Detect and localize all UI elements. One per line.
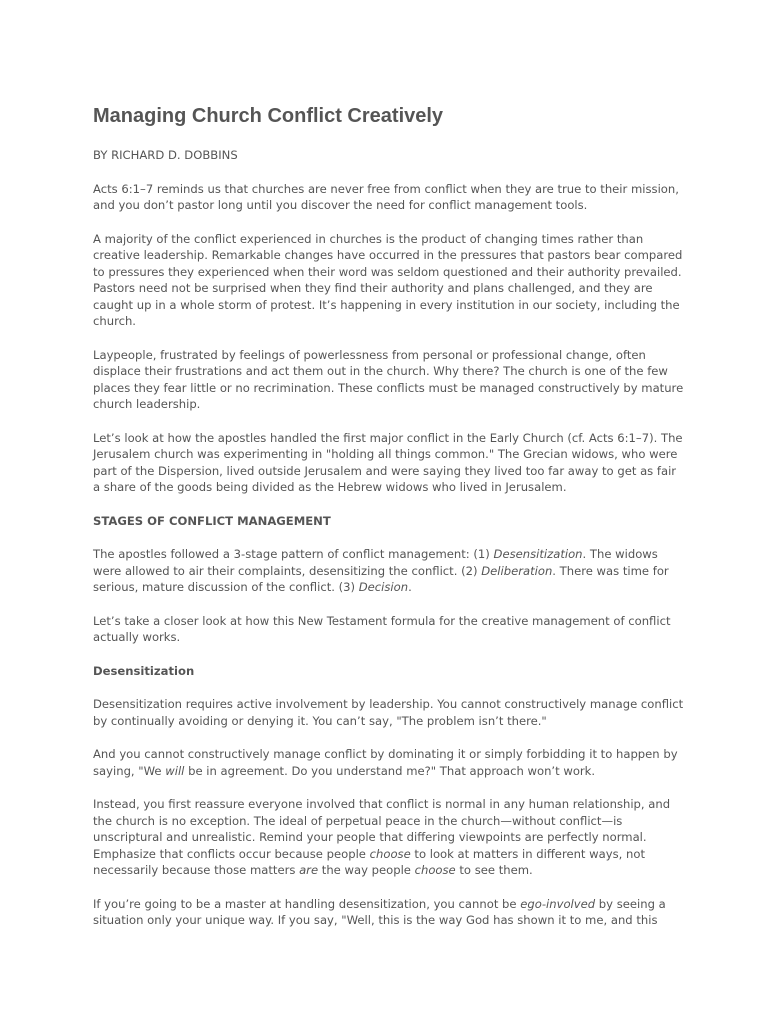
text-run: the way people [318,863,415,877]
paragraph-4: Let’s look at how the apostles handled the first major conflict in the Early Church (cf. Acts 6:1–7). The Jerusalem church was experimenting in "holding all things common." The Grecian widows, who were part of the Dispersion, lived outside Jerusalem and were saying they lived too far away to get as fair a share of the goods being divided as the Hebrew widows who lived in Jerusalem. [93,430,683,494]
italic-term: choose [369,846,411,861]
author-byline: BY RICHARD D. DOBBINS [93,148,238,162]
paragraph-3: Laypeople, frustrated by feelings of powerlessness from personal or professional change, often displace their frustrations and act them out in the church. Why there? The church is one of the few places they fear little or no recrimination. These conflicts must be managed constructively by mature church leadership. [93,347,684,411]
article-title: Managing Church Conflict Creatively [93,105,444,127]
text-run: to see them. [455,863,533,877]
paragraph-6: Let’s take a closer look at how this New Testament formula for the creative management of conflict actually works. [93,613,671,644]
paragraph-8 [93,746,685,779]
text-run: . There was time for serious, mature discussion of the conflict. (3) [93,563,669,594]
italic-term: are [299,863,319,877]
paragraph-10 [93,896,685,929]
italic-term: Decision [358,580,409,594]
text-run: And you cannot constructively manage conflict by dominating it or simply forbidding it to happen by saying, "We [93,747,678,778]
subsection-heading-desensitization: Desensitization [93,663,195,678]
italic-term: Deliberation [481,563,553,578]
text-run: by seeing a situation only your unique way. If you say, "Well, this is the way God has shown it to me, and this [93,896,666,927]
text-run: . The widows were allowed to air their complaints, desensitizing the conflict. (2) [93,547,658,578]
italic-term: ego-involved [520,896,596,911]
paragraph-7: Desensitization requires active involvement by leadership. You cannot constructively manage conflict by continually avoiding or denying it. You can’t say, "The problem isn’t there." [93,697,684,728]
text-run: The apostles followed a 3-stage pattern of conflict management: (1) [93,547,494,561]
text-run: . [408,580,412,594]
paragraph-9 [93,796,685,879]
section-heading-stages: STAGES OF CONFLICT MANAGEMENT [93,513,331,528]
article-body [93,103,685,946]
text-run: Instead, you first reassure everyone involved that conflict is normal in any human relationship, and the church is no exception. The ideal of perpetual peace in the church—without conflict—is unscriptural and unrealistic. Remind your people that differing viewpoints are perfectly normal. Emphasize that conflicts occur because people [93,797,671,861]
paragraph-2: A majority of the conflict experienced in churches is the product of changing times rather than creative leadership. Remarkable changes have occurred in the pressures that pastors bear compared to pressures they experienced when their word was seldom questioned and their authority prevailed. Pastors need not be surprised when they find their authority and plans challenged, and they are caught up in a whole storm of protest. It’s happening in every institution in our society, including the church. [93,231,683,328]
italic-term: Desensitization [493,547,583,561]
text-run: be in agreement. Do you understand me?" That approach won’t work. [184,763,596,778]
text-run: If you’re going to be a master at handling desensitization, you cannot be [93,896,521,911]
italic-term: choose [414,863,456,877]
paragraph-1: Acts 6:1–7 reminds us that churches are never free from conflict when they are true to their mission, and you don’t pastor long until you discover the need for conflict management tools. [93,181,679,212]
italic-term: will [165,763,185,778]
paragraph-5 [93,546,685,596]
text-run: to look at matters in different ways, not necessarily because those matters [93,846,646,877]
